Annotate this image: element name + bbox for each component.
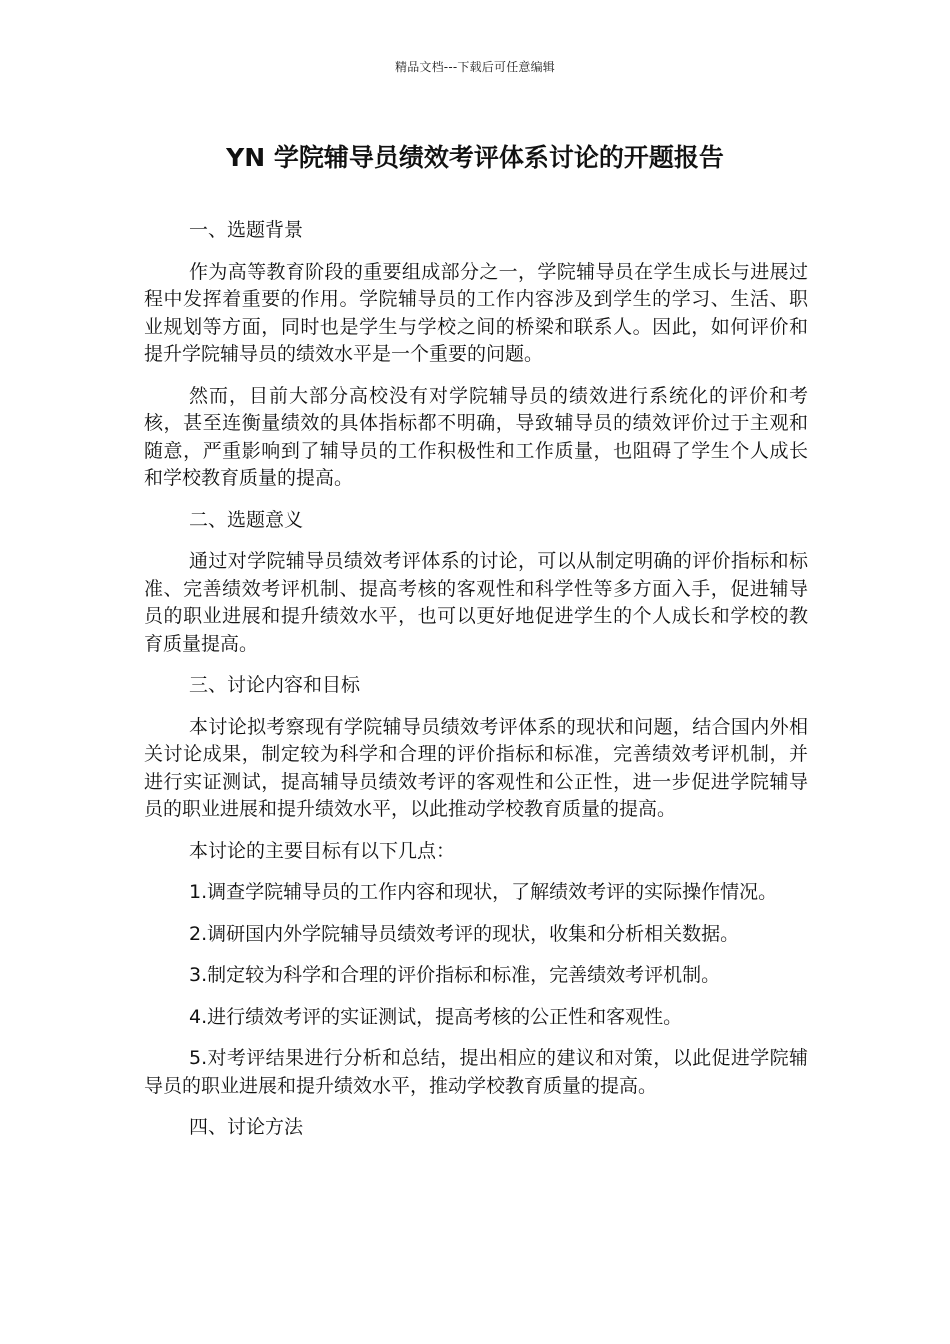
goal-item-4: 4.进行绩效考评的实证测试，提高考核的公正性和客观性。 — [189, 1005, 683, 1028]
document-body — [144, 217, 808, 1156]
goal-item-1: 1.调查学院辅导员的工作内容和现状，了解绩效考评的实际操作情况。 — [189, 881, 778, 903]
page-header-watermark: 精品文档---下载后可任意编辑 — [395, 60, 555, 74]
paragraph-background-2: 然而，目前大部分高校没有对学院辅导员的绩效进行系统化的评价和考核，甚至连衡量绩效的具体指标都不明确，导致辅导员的绩效评价过于主观和随意，严重影响到了辅导员的工作积极性和工作质量，也阻碍了学生个人成长和学校教育质量的提高。 — [144, 384, 808, 489]
section-heading-methods: 四、讨论方法 — [189, 1116, 304, 1138]
section-heading-significance: 二、选题意义 — [189, 508, 304, 531]
paragraph-goals-intro: 本讨论的主要目标有以下几点： — [189, 839, 456, 862]
paragraph-background-1: 作为高等教育阶段的重要组成部分之一，学院辅导员在学生成长与进展过程中发挥着重要的作用。学院辅导员的工作内容涉及到学生的学习、生活、职业规划等方面，同时也是学生与学校之间的桥梁和联系人。因此，如何评价和提升学院辅导员的绩效水平是一个重要的问题。 — [144, 260, 808, 365]
goal-item-2: 2.调研国内外学院辅导员绩效考评的现状，收集和分析相关数据。 — [189, 922, 740, 945]
section-heading-content-goals: 三、讨论内容和目标 — [189, 674, 361, 696]
goal-item-5: 5.对考评结果进行分析和总结，提出相应的建议和对策，以此促进学院辅导员的职业进展和提升绩效水平，推动学校教育质量的提高。 — [144, 1047, 808, 1097]
paragraph-significance: 通过对学院辅导员绩效考评体系的讨论，可以从制定明确的评价指标和标准、完善绩效考评机制、提高考核的客观性和科学性等多方面入手，促进辅导员的职业进展和提升绩效水平，也可以更好地促进学生的个人成长和学校的教育质量提高。 — [144, 550, 808, 655]
section-heading-background: 一、选题背景 — [189, 219, 304, 241]
document-title: YN 学院辅导员绩效考评体系讨论的开题报告 — [226, 143, 724, 172]
paragraph-content: 本讨论拟考察现有学院辅导员绩效考评体系的现状和问题，结合国内外相关讨论成果，制定较为科学和合理的评价指标和标准，完善绩效考评机制，并进行实证测试，提高辅导员绩效考评的客观性和公正性，进一步促进学院辅导员的职业进展和提升绩效水平，以此推动学校教育质量的提高。 — [144, 715, 808, 820]
goal-item-3: 3.制定较为科学和合理的评价指标和标准，完善绩效考评机制。 — [189, 964, 721, 986]
